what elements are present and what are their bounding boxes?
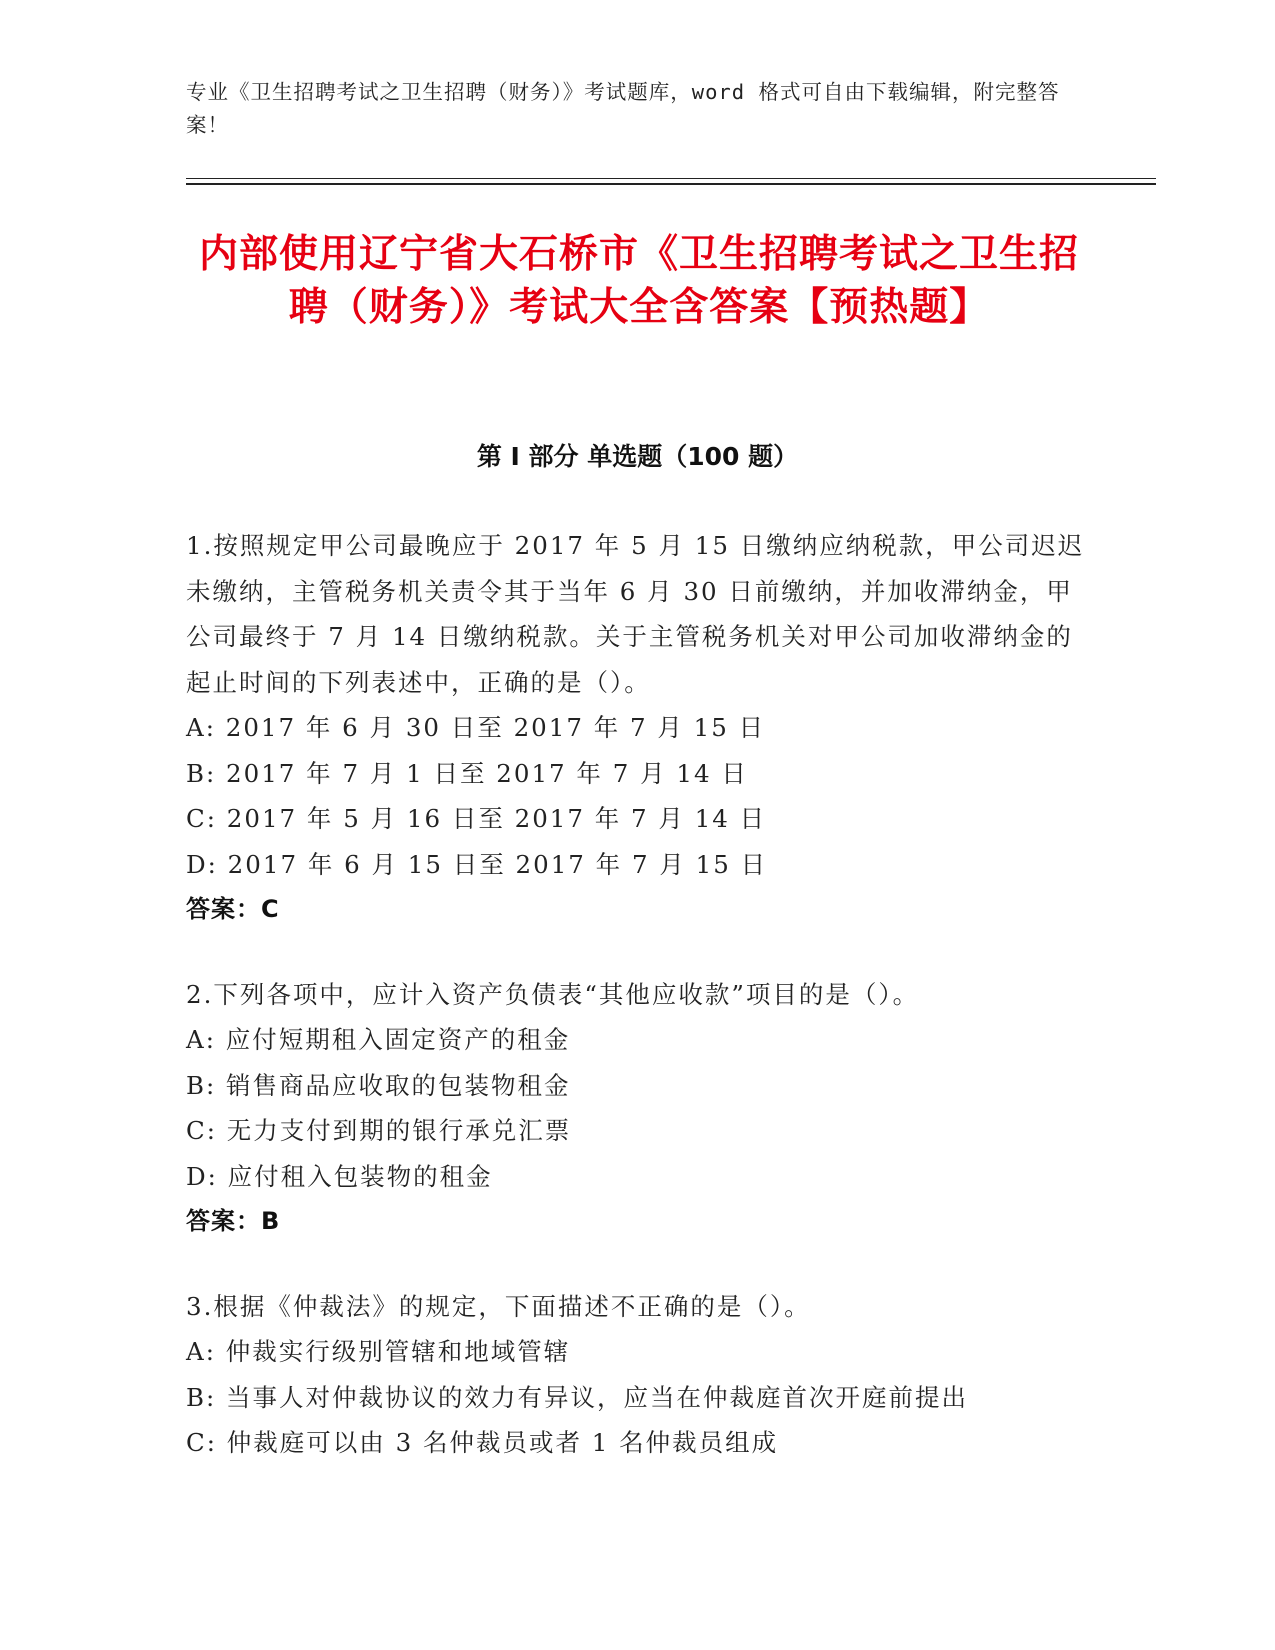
question-stem: 2.下列各项中，应计入资产负债表“其他应收款”项目的是（）。 [186,979,920,1009]
header-rule-thin [186,178,1156,179]
question-1 [186,523,1086,933]
question-option-c: C: 无力支付到期的银行承兑汇票 [186,1116,572,1145]
question-option-a: A: 仲裁实行级别管辖和地域管辖 [186,1337,571,1366]
question-option-a: A: 应付短期租入固定资产的租金 [186,1025,571,1054]
section-title: 第 I 部分 单选题（100 题） [476,442,799,471]
document-title: 内部使用辽宁省大石桥市《卫生招聘考试之卫生招聘（财务）》考试大全含答案【预热题】 [198,232,1079,330]
question-option-b: B: 2017 年 7 月 1 日至 2017 年 7 月 14 日 [186,758,748,788]
question-list [186,523,1086,1505]
question-option-c: C: 2017 年 5 月 16 日至 2017 年 7 月 14 日 [186,804,767,833]
question-option-d: D: 应付租入包装物的租金 [186,1161,493,1191]
question-option-b: B: 当事人对仲裁协议的效力有异议，应当在仲裁庭首次开庭前提出 [186,1382,969,1412]
header-note: 专业《卫生招聘考试之卫生招聘（财务）》考试题库，word 格式可自由下载编辑，附完整答案！ [186,80,1060,137]
question-answer: 答案：C [186,895,280,923]
question-option-b: B: 销售商品应收取的包装物租金 [186,1070,571,1100]
question-option-a: A: 2017 年 6 月 30 日至 2017 年 7 月 15 日 [186,713,766,742]
question-stem: 1.按照规定甲公司最晚应于 2017 年 5 月 15 日缴纳应纳税款，甲公司迟迟未缴纳，主管税务机关责令其于当年 6 月 30 日前缴纳，并加收滞纳金，甲公司最终于 7 月 14 日缴纳税款。关于主管税务机关对甲公司加收滞纳金的起止时间的下列表述中，正确的是（）。 [186,531,1085,697]
question-option-d: D: 2017 年 6 月 15 日至 2017 年 7 月 15 日 [186,849,768,879]
question-answer: 答案：B [186,1207,281,1235]
question-3 [186,1284,1086,1466]
question-stem: 3.根据《仲裁法》的规定，下面描述不正确的是（）。 [186,1291,811,1321]
question-2 [186,972,1086,1245]
header-rule-thick [186,183,1156,185]
question-option-c: C: 仲裁庭可以由 3 名仲裁员或者 1 名仲裁员组成 [186,1428,779,1457]
